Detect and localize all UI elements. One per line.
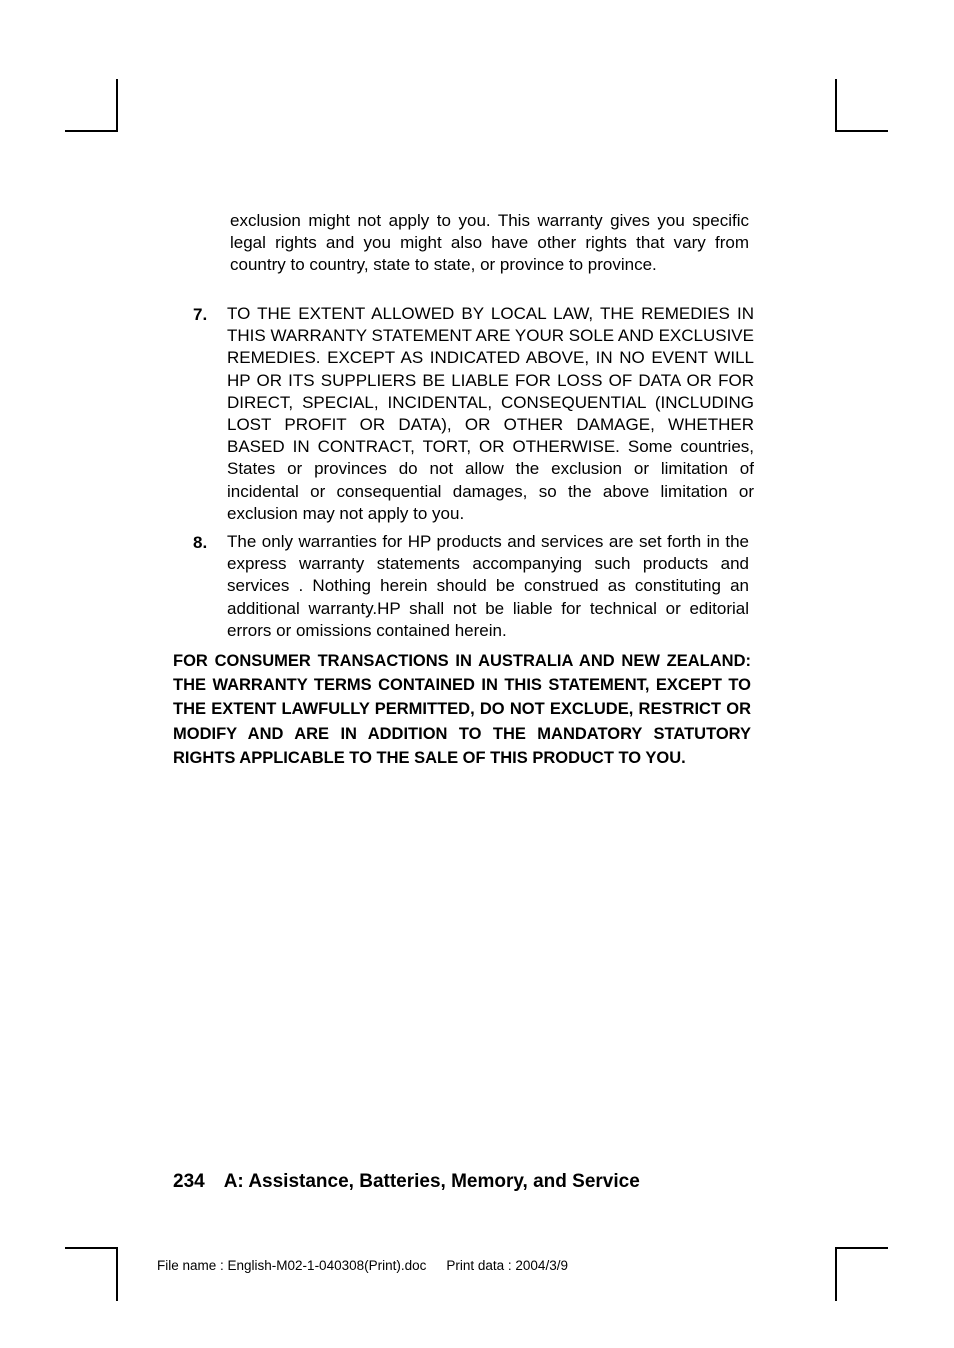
chapter-title: A: Assistance, Batteries, Memory, and Service [223,1171,640,1192]
page-number: 234 [173,1171,205,1192]
crop-mark-top-right-vertical [835,79,837,132]
item-7-number: 7. [193,305,208,324]
crop-mark-bottom-right-vertical [835,1247,837,1301]
item-8-number: 8. [193,533,208,552]
crop-mark-top-left-horizontal [65,130,118,132]
crop-mark-bottom-left-horizontal [65,1247,118,1249]
crop-mark-top-left-vertical [116,79,118,132]
consumer-notice: FOR CONSUMER TRANSACTIONS IN AUSTRALIA AND NEW ZEALAND: THE WARRANTY TERMS CONTAINED IN THIS STATEMENT, EXCEPT TO THE EXTENT LAWFULLY PERMITTED, DO NOT EXCLUDE, RESTRICT OR MODIFY AND ARE IN ADDITION TO THE MANDATORY STATUTORY RIGHTS APPLICABLE TO THE SALE OF THIS PRODUCT TO YOU. [173,652,751,767]
intro-continuation-paragraph: exclusion might not apply to you. This warranty gives you specific legal rights and you might also have other rights that vary from country to country, state to state, or province to province. [230,211,749,275]
item-8-text: The only warranties for HP products and services are set forth in the express warranty statements accompanying such products and services . Nothing herein should be construed as constituting an additional warranty.HP shall not be liable for technical or editorial errors or omissions contained herein. [227,532,749,640]
item-7-text: TO THE EXTENT ALLOWED BY LOCAL LAW, THE REMEDIES IN THIS WARRANTY STATEMENT ARE YOUR SOLE AND EXCLUSIVE REMEDIES. EXCEPT AS INDICATED ABOVE, IN NO EVENT WILL HP OR ITS SUPPLIERS BE LIABLE FOR LOSS OF DATA OR FOR DIRECT, SPECIAL, INCIDENTAL, CONSEQUENTIAL (INCLUDING LOST PROFIT OR DATA), OR OTHER DAMAGE, WHETHER BASED IN CONTRACT, TORT, OR OTHERWISE. Some countries, States or provinces do not allow the exclusion or limitation of incidental or consequential damages, so the above limitation or exclusion may not apply to you. [227,304,754,523]
crop-mark-bottom-right-horizontal [835,1247,888,1249]
print-info [157,1257,568,1275]
print-date: Print data : 2004/3/9 [446,1258,568,1273]
page-footer [173,1169,640,1195]
crop-mark-bottom-left-vertical [116,1247,118,1301]
file-name: File name : English-M02-1-040308(Print).doc [157,1258,427,1273]
crop-mark-top-right-horizontal [835,130,888,132]
